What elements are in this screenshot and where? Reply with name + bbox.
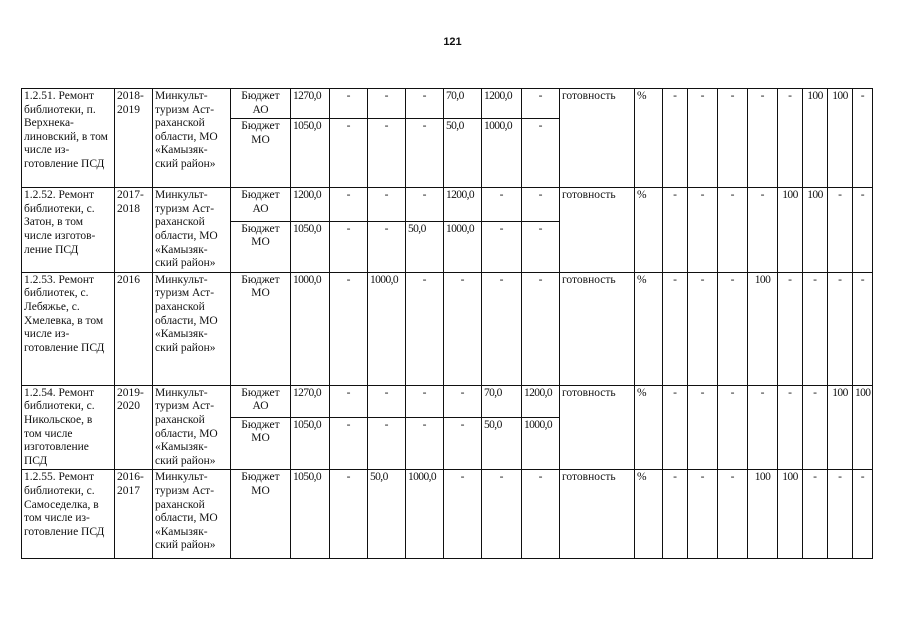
- funding-value: -: [444, 385, 482, 417]
- funding-value: 1200,0: [291, 188, 330, 221]
- funding-value: -: [368, 119, 406, 188]
- funding-value: -: [368, 221, 406, 272]
- executor: Минкульт-туризм Аст-раханской области, МО «Камызяк-ский район»: [153, 89, 231, 188]
- target-value: -: [748, 385, 778, 470]
- funding-source: Бюджет МО: [231, 470, 291, 559]
- funding-value: 1000,0: [482, 119, 522, 188]
- funding-value: -: [482, 470, 522, 559]
- funding-source: Бюджет МО: [231, 417, 291, 470]
- funding-value: -: [444, 417, 482, 470]
- funding-value: 50,0: [482, 417, 522, 470]
- indicator-unit: %: [635, 385, 663, 470]
- funding-value: 1000,0: [444, 221, 482, 272]
- funding-value: -: [330, 470, 368, 559]
- target-value: -: [748, 188, 778, 273]
- target-value: 100: [803, 188, 828, 273]
- table-row: [22, 470, 873, 559]
- target-value: 100: [803, 89, 828, 188]
- program-table: [21, 88, 873, 559]
- funding-source: Бюджет АО: [231, 89, 291, 119]
- target-value: -: [688, 470, 718, 559]
- target-value: 100: [748, 470, 778, 559]
- implementation-years: 2016: [115, 272, 153, 385]
- target-value: -: [778, 272, 803, 385]
- target-value: -: [688, 188, 718, 273]
- funding-source: Бюджет АО: [231, 188, 291, 221]
- funding-value: -: [522, 188, 560, 221]
- funding-value: 1000,0: [291, 272, 330, 385]
- funding-value: -: [522, 89, 560, 119]
- funding-value: -: [406, 89, 444, 119]
- funding-value: 50,0: [444, 119, 482, 188]
- funding-value: -: [522, 470, 560, 559]
- table-row: [22, 188, 873, 221]
- funding-value: 1270,0: [291, 385, 330, 417]
- target-value: 100: [748, 272, 778, 385]
- indicator-unit: %: [635, 470, 663, 559]
- funding-source: Бюджет МО: [231, 119, 291, 188]
- implementation-years: 2016-2017: [115, 470, 153, 559]
- measure-name: 1.2.55. Ремонт библиотеки, с. Самоседелка, в том числе из-готовление ПСД: [22, 470, 115, 559]
- funding-value: 1000,0: [522, 417, 560, 470]
- indicator-name: готовность: [560, 470, 635, 559]
- funding-value: -: [406, 385, 444, 417]
- funding-value: -: [482, 221, 522, 272]
- funding-value: 50,0: [406, 221, 444, 272]
- target-value: -: [853, 188, 873, 273]
- page-number: 121: [443, 36, 462, 48]
- funding-value: 1000,0: [406, 470, 444, 559]
- target-value: -: [718, 272, 748, 385]
- target-value: -: [688, 89, 718, 188]
- funding-value: -: [330, 89, 368, 119]
- executor: Минкульт-туризм Аст-раханской области, МО «Камызяк-ский район»: [153, 188, 231, 273]
- funding-value: -: [482, 188, 522, 221]
- table-row: [22, 89, 873, 119]
- funding-value: -: [522, 272, 560, 385]
- funding-value: 1050,0: [291, 470, 330, 559]
- target-value: -: [718, 188, 748, 273]
- target-value: -: [663, 385, 688, 470]
- target-value: -: [663, 89, 688, 188]
- target-value: 100: [778, 470, 803, 559]
- funding-value: -: [368, 385, 406, 417]
- target-value: -: [803, 470, 828, 559]
- funding-value: 1200,0: [444, 188, 482, 221]
- funding-value: -: [330, 119, 368, 188]
- table-row: [22, 272, 873, 385]
- funding-value: -: [330, 188, 368, 221]
- funding-value: -: [406, 188, 444, 221]
- funding-value: -: [522, 221, 560, 272]
- funding-source: Бюджет МО: [231, 221, 291, 272]
- executor: Минкульт-туризм Аст-раханской области, МО «Камызяк-ский район»: [153, 385, 231, 470]
- funding-value: -: [482, 272, 522, 385]
- executor: Минкульт-туризм Аст-раханской области, МО «Камызяк-ский район»: [153, 470, 231, 559]
- funding-value: -: [444, 272, 482, 385]
- measure-name: 1.2.51. Ремонт библиотеки, п. Верхнека-линовский, в том числе из-готовление ПСД: [22, 89, 115, 188]
- target-value: -: [748, 89, 778, 188]
- funding-value: 70,0: [482, 385, 522, 417]
- funding-value: 70,0: [444, 89, 482, 119]
- funding-value: -: [330, 385, 368, 417]
- funding-value: -: [330, 417, 368, 470]
- target-value: 100: [778, 188, 803, 273]
- target-value: -: [718, 89, 748, 188]
- funding-value: -: [368, 417, 406, 470]
- target-value: 100: [853, 385, 873, 470]
- target-value: -: [778, 89, 803, 188]
- funding-value: 1200,0: [522, 385, 560, 417]
- target-value: -: [718, 385, 748, 470]
- target-value: -: [853, 89, 873, 188]
- indicator-unit: %: [635, 188, 663, 273]
- indicator-unit: %: [635, 89, 663, 188]
- target-value: -: [663, 188, 688, 273]
- target-value: -: [853, 272, 873, 385]
- target-value: -: [828, 188, 853, 273]
- target-value: -: [853, 470, 873, 559]
- target-value: -: [828, 470, 853, 559]
- funding-value: 1270,0: [291, 89, 330, 119]
- executor: Минкульт-туризм Аст-раханской области, МО «Камызяк-ский район»: [153, 272, 231, 385]
- target-value: -: [688, 272, 718, 385]
- funding-value: -: [444, 470, 482, 559]
- funding-value: -: [406, 119, 444, 188]
- target-value: -: [828, 272, 853, 385]
- indicator-name: готовность: [560, 89, 635, 188]
- indicator-name: готовность: [560, 188, 635, 273]
- implementation-years: 2017-2018: [115, 188, 153, 273]
- funding-value: 1000,0: [368, 272, 406, 385]
- target-value: -: [688, 385, 718, 470]
- funding-value: 1200,0: [482, 89, 522, 119]
- funding-value: -: [522, 119, 560, 188]
- measure-name: 1.2.52. Ремонт библиотеки, с. Затон, в том числе изготов-ление ПСД: [22, 188, 115, 273]
- target-value: -: [803, 272, 828, 385]
- target-value: -: [778, 385, 803, 470]
- indicator-name: готовность: [560, 272, 635, 385]
- funding-value: -: [406, 272, 444, 385]
- funding-source: Бюджет АО: [231, 385, 291, 417]
- implementation-years: 2018-2019: [115, 89, 153, 188]
- funding-value: -: [330, 272, 368, 385]
- funding-value: -: [330, 221, 368, 272]
- target-value: 100: [828, 385, 853, 470]
- funding-value: 1050,0: [291, 221, 330, 272]
- funding-value: -: [368, 89, 406, 119]
- indicator-name: готовность: [560, 385, 635, 470]
- funding-value: -: [406, 417, 444, 470]
- funding-value: 1050,0: [291, 119, 330, 188]
- indicator-unit: %: [635, 272, 663, 385]
- target-value: -: [663, 470, 688, 559]
- target-value: -: [718, 470, 748, 559]
- table-body: [22, 89, 873, 559]
- target-value: -: [663, 272, 688, 385]
- table-row: [22, 385, 873, 417]
- funding-source: Бюджет МО: [231, 272, 291, 385]
- target-value: -: [803, 385, 828, 470]
- target-value: 100: [828, 89, 853, 188]
- funding-value: 1050,0: [291, 417, 330, 470]
- implementation-years: 2019-2020: [115, 385, 153, 470]
- measure-name: 1.2.54. Ремонт библиотеки, с. Никольское, в том числе изготовление ПСД: [22, 385, 115, 470]
- funding-value: 50,0: [368, 470, 406, 559]
- measure-name: 1.2.53. Ремонт библиотек, с. Лебяжье, с. Хмелевка, в том числе из-готовление ПСД: [22, 272, 115, 385]
- funding-value: -: [368, 188, 406, 221]
